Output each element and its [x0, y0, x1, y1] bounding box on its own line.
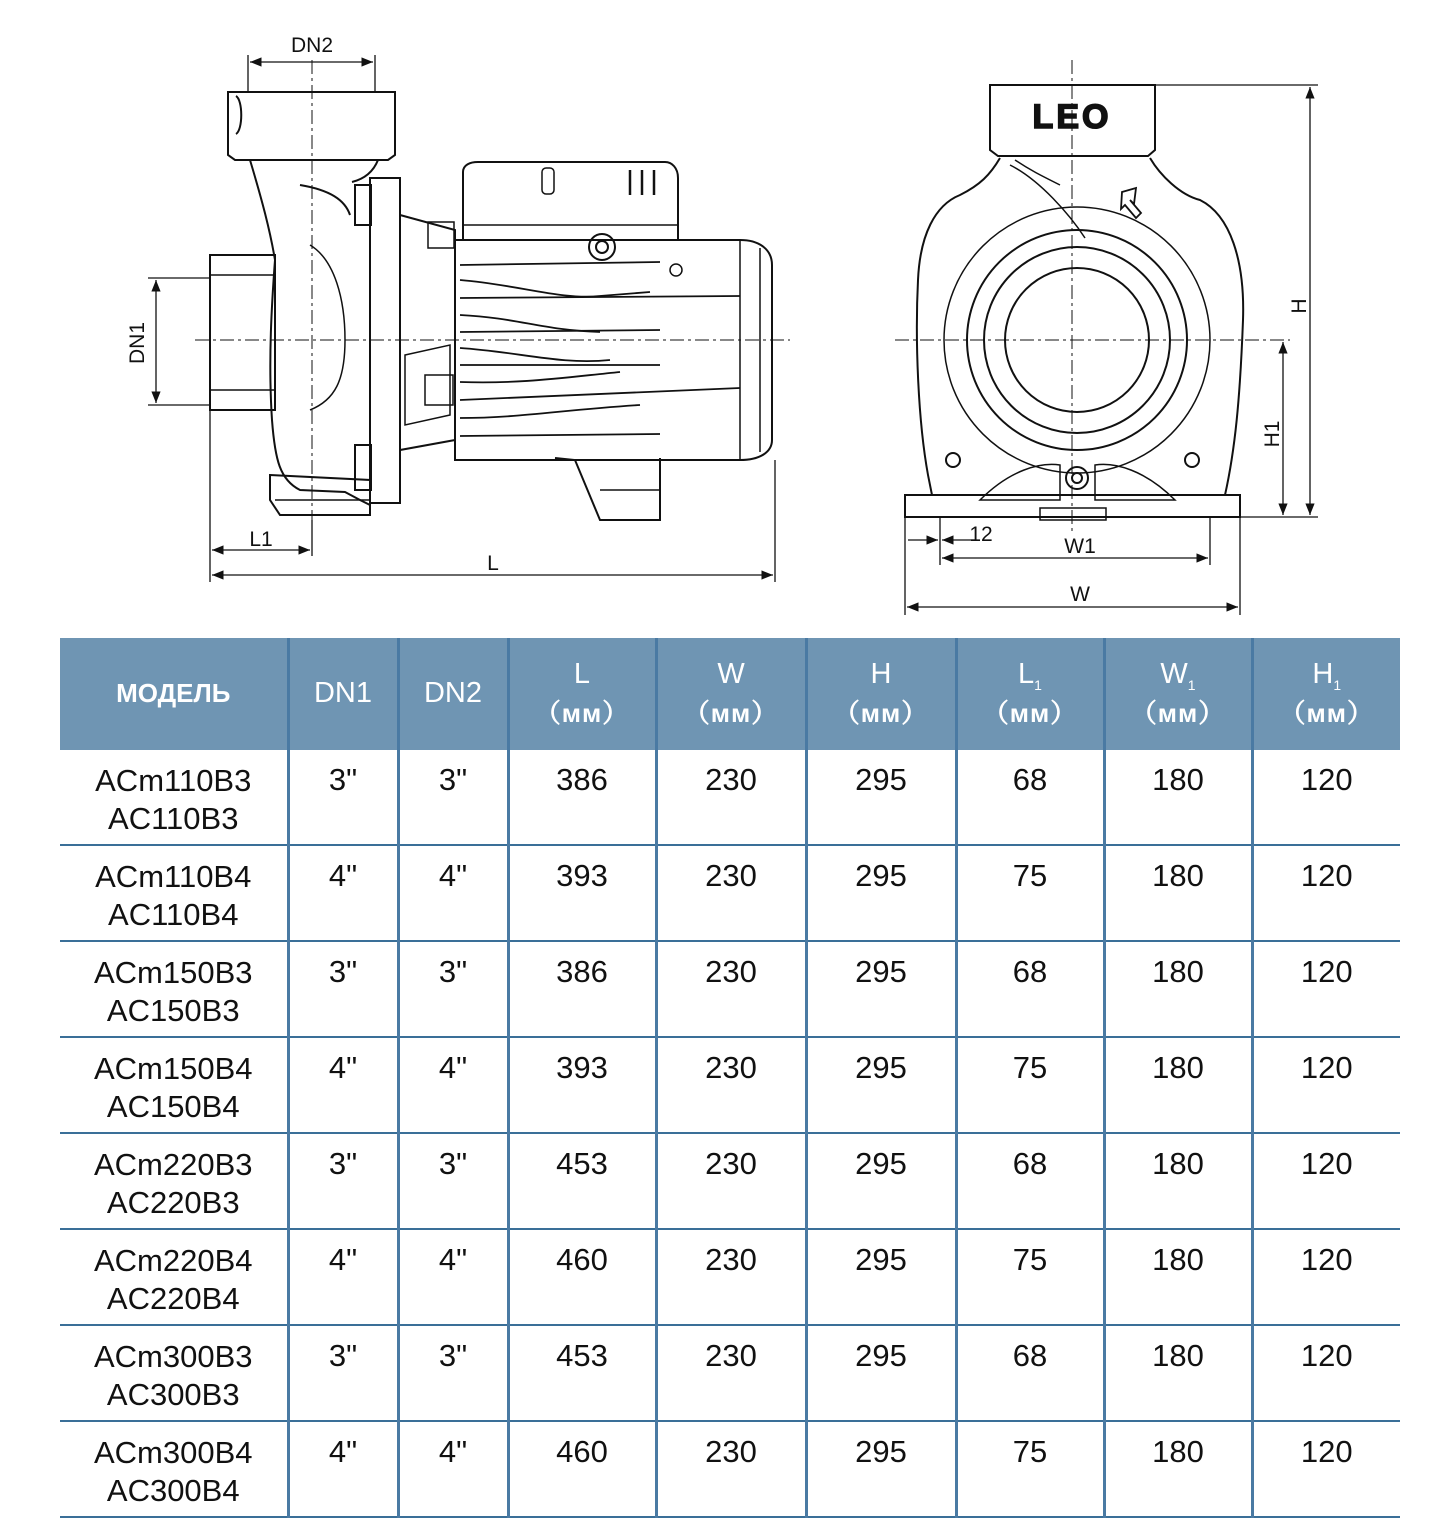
- cell-value: 230: [705, 762, 757, 797]
- cell-value: 460: [556, 1434, 608, 1469]
- model-cell: [60, 845, 288, 941]
- cell-w: [656, 750, 806, 845]
- cell-h1: [1252, 1421, 1400, 1517]
- cell-value: 393: [556, 1050, 608, 1085]
- cell-value: 230: [705, 1146, 757, 1181]
- cell-value: 230: [705, 1338, 757, 1373]
- ground-symbol: [670, 264, 682, 276]
- suction-nozzle: [210, 255, 275, 410]
- cell-value: 386: [556, 762, 608, 797]
- model-cell: [60, 750, 288, 845]
- cell-value: 230: [705, 1434, 757, 1469]
- cell-dn1: [288, 1325, 398, 1421]
- table-row: [60, 1037, 1400, 1133]
- cell-l1: [956, 1421, 1104, 1517]
- discharge-neck: [250, 160, 378, 260]
- cell-value: 230: [705, 1242, 757, 1277]
- cell-h: [806, 1037, 956, 1133]
- cell-value: 180: [1152, 1338, 1204, 1373]
- model-name-secondary: AC300B4: [106, 1472, 240, 1508]
- cell-value: 4": [438, 858, 468, 893]
- h1-label: H1: [1261, 420, 1284, 448]
- table-row: [60, 750, 1400, 845]
- cell-h: [806, 1421, 956, 1517]
- table-row: [60, 1229, 1400, 1325]
- cell-dn1: [288, 941, 398, 1037]
- cell-value: 4": [328, 1434, 358, 1469]
- pump-dimension-drawing: [0, 0, 1440, 630]
- header-l1: $L_1$ （мм）: [956, 638, 1104, 750]
- cell-value: 230: [705, 954, 757, 989]
- model-cell: [60, 1421, 288, 1517]
- cell-w1: [1104, 1229, 1252, 1325]
- cell-w1: [1104, 941, 1252, 1037]
- model-name-secondary: AC110B3: [108, 800, 239, 836]
- cell-value: 68: [1012, 1338, 1048, 1373]
- header-dn1: DN1: [288, 638, 398, 750]
- header-l: L （мм）: [508, 638, 656, 750]
- cell-value: 180: [1152, 762, 1204, 797]
- header-dn2: DN2: [398, 638, 508, 750]
- cell-value: 180: [1152, 1146, 1204, 1181]
- header-model: МОДЕЛЬ: [60, 638, 288, 750]
- cell-value: 68: [1012, 1146, 1048, 1181]
- cell-value: 120: [1300, 762, 1353, 797]
- side-view-dimensions: [148, 55, 775, 582]
- cell-w1: [1104, 750, 1252, 845]
- cell-w: [656, 1325, 806, 1421]
- model-name-primary: ACm300B4: [93, 1435, 253, 1470]
- cell-value: 180: [1152, 858, 1204, 893]
- cell-l: [508, 941, 656, 1037]
- model-name-secondary: AC220B3: [106, 1184, 240, 1220]
- table-row: [60, 941, 1400, 1037]
- cell-w: [656, 1133, 806, 1229]
- front-view: [905, 85, 1243, 520]
- model-name-secondary: AC150B3: [106, 992, 240, 1028]
- model-name-primary: ACm110B4: [95, 859, 252, 894]
- motor-foot: [555, 458, 660, 520]
- cell-w1: [1104, 1421, 1252, 1517]
- cell-dn2: [398, 750, 508, 845]
- cell-value: 386: [556, 954, 608, 989]
- cell-dn2: [398, 941, 508, 1037]
- model-cell: [60, 1229, 288, 1325]
- cell-l: [508, 1133, 656, 1229]
- model-cell: [60, 1037, 288, 1133]
- cell-value: 120: [1300, 1434, 1353, 1469]
- cell-l1: [956, 1037, 1104, 1133]
- cell-value: 180: [1152, 1434, 1204, 1469]
- cell-w1: [1104, 1325, 1252, 1421]
- brand-logo: LEO: [1032, 98, 1112, 136]
- cell-value: 180: [1152, 1050, 1204, 1085]
- cell-dn1: [288, 1133, 398, 1229]
- model-name-secondary: AC300B3: [106, 1376, 240, 1412]
- cell-value: 4": [438, 1050, 468, 1085]
- h-label: H: [1288, 298, 1311, 314]
- cell-dn1: [288, 845, 398, 941]
- cell-value: 3": [438, 762, 468, 797]
- cell-value: 120: [1300, 1338, 1353, 1373]
- cell-value: 4": [438, 1434, 468, 1469]
- cell-value: 295: [855, 1050, 907, 1085]
- cell-h1: [1252, 1037, 1400, 1133]
- cell-l: [508, 845, 656, 941]
- motor-fins: [460, 262, 740, 436]
- cell-h: [806, 1325, 956, 1421]
- cell-value: 180: [1152, 1242, 1204, 1277]
- model-name-primary: ACm220B3: [93, 1147, 253, 1182]
- cell-value: 453: [556, 1338, 608, 1373]
- cell-dn1: [288, 1037, 398, 1133]
- cell-value: 295: [855, 1146, 907, 1181]
- terminal-box: [463, 162, 678, 240]
- cell-value: 295: [855, 954, 907, 989]
- model-cell: [60, 1133, 288, 1229]
- front-volute: [917, 158, 1243, 495]
- cell-h1: [1252, 941, 1400, 1037]
- cell-h1: [1252, 845, 1400, 941]
- cell-value: 120: [1300, 1242, 1353, 1277]
- cell-h: [806, 750, 956, 845]
- cell-h: [806, 1133, 956, 1229]
- cell-h1: [1252, 1133, 1400, 1229]
- model-name-primary: ACm150B3: [93, 955, 253, 990]
- cell-w1: [1104, 1037, 1252, 1133]
- cell-value: 3": [438, 954, 468, 989]
- cell-value: 3": [328, 762, 358, 797]
- cell-dn2: [398, 1229, 508, 1325]
- cell-value: 295: [855, 1434, 907, 1469]
- table-header-row: [60, 638, 1400, 750]
- cell-dn1: [288, 750, 398, 845]
- header-h: H （мм）: [806, 638, 956, 750]
- l1-label: L1: [249, 528, 273, 551]
- cell-l1: [956, 1229, 1104, 1325]
- dn1-label: DN1: [126, 321, 149, 365]
- cell-h1: [1252, 750, 1400, 845]
- cell-dn2: [398, 1037, 508, 1133]
- cell-value: 120: [1300, 1146, 1353, 1181]
- cell-dn2: [398, 1325, 508, 1421]
- model-name-primary: ACm110B3: [95, 763, 252, 798]
- cell-value: 75: [1012, 1242, 1048, 1277]
- dimensions-table: [60, 638, 1400, 1518]
- cell-l: [508, 1325, 656, 1421]
- cell-h: [806, 1229, 956, 1325]
- cable-gland: [589, 234, 615, 260]
- cell-dn1: [288, 1229, 398, 1325]
- cell-value: 4": [328, 1242, 358, 1277]
- cell-value: 460: [556, 1242, 608, 1277]
- table-row: [60, 845, 1400, 941]
- cell-l: [508, 1037, 656, 1133]
- dn2-label: DN2: [290, 34, 334, 57]
- model-name-secondary: AC150B4: [106, 1088, 240, 1124]
- cell-value: 230: [705, 1050, 757, 1085]
- cell-dn2: [398, 1133, 508, 1229]
- cell-w: [656, 1229, 806, 1325]
- cell-value: 295: [855, 858, 907, 893]
- cell-l: [508, 750, 656, 845]
- side-view: [210, 92, 772, 520]
- cell-value: 3": [438, 1338, 468, 1373]
- cell-l: [508, 1229, 656, 1325]
- cell-dn2: [398, 845, 508, 941]
- cell-value: 3": [328, 954, 358, 989]
- cell-w: [656, 1421, 806, 1517]
- cell-value: 3": [328, 1338, 358, 1373]
- w-label: W: [1070, 583, 1090, 606]
- cell-w: [656, 1037, 806, 1133]
- cell-h: [806, 845, 956, 941]
- cell-h1: [1252, 1229, 1400, 1325]
- cell-value: 68: [1012, 954, 1048, 989]
- model-name-primary: ACm300B3: [93, 1339, 253, 1374]
- cell-l1: [956, 1325, 1104, 1421]
- cell-value: 295: [855, 1338, 907, 1373]
- flow-direction-arrow: [1121, 188, 1141, 218]
- table-row: [60, 1133, 1400, 1229]
- cell-value: 393: [556, 858, 608, 893]
- cell-h1: [1252, 1325, 1400, 1421]
- cell-value: 3": [328, 1146, 358, 1181]
- header-w1: $W_1$ （мм）: [1104, 638, 1252, 750]
- motor-body: [455, 240, 772, 460]
- cell-value: 295: [855, 1242, 907, 1277]
- header-w: W （мм）: [656, 638, 806, 750]
- cell-w1: [1104, 1133, 1252, 1229]
- cell-value: 75: [1012, 1050, 1048, 1085]
- cell-dn2: [398, 1421, 508, 1517]
- cell-value: 75: [1012, 858, 1048, 893]
- l-label: L: [487, 552, 499, 575]
- discharge-flange: [228, 92, 395, 160]
- cell-value: 4": [328, 1050, 358, 1085]
- model-name-secondary: AC220B4: [106, 1280, 240, 1316]
- cell-value: 453: [556, 1146, 608, 1181]
- cell-w: [656, 941, 806, 1037]
- cell-value: 120: [1300, 1050, 1353, 1085]
- header-h1: $H_1$ （мм）: [1252, 638, 1400, 750]
- cell-l1: [956, 845, 1104, 941]
- gap-12-label: 12: [969, 523, 993, 546]
- cell-l: [508, 1421, 656, 1517]
- cell-l1: [956, 1133, 1104, 1229]
- table-row: [60, 1325, 1400, 1421]
- cell-value: 75: [1012, 1434, 1048, 1469]
- cell-l1: [956, 750, 1104, 845]
- cell-value: 120: [1300, 954, 1353, 989]
- cell-w: [656, 845, 806, 941]
- cell-value: 180: [1152, 954, 1204, 989]
- cell-dn1: [288, 1421, 398, 1517]
- cell-value: 120: [1300, 858, 1353, 893]
- model-name-primary: ACm150B4: [93, 1051, 253, 1086]
- model-cell: [60, 1325, 288, 1421]
- cell-w1: [1104, 845, 1252, 941]
- cell-value: 68: [1012, 762, 1048, 797]
- cell-h: [806, 941, 956, 1037]
- cell-l1: [956, 941, 1104, 1037]
- cell-value: 230: [705, 858, 757, 893]
- cell-value: 4": [438, 1242, 468, 1277]
- table-row: [60, 1421, 1400, 1517]
- cell-value: 295: [855, 762, 907, 797]
- model-name-primary: ACm220B4: [93, 1243, 253, 1278]
- cell-value: 4": [328, 858, 358, 893]
- model-name-secondary: AC110B4: [108, 896, 239, 932]
- w1-label: W1: [1064, 535, 1096, 558]
- model-cell: [60, 941, 288, 1037]
- cell-value: 3": [438, 1146, 468, 1181]
